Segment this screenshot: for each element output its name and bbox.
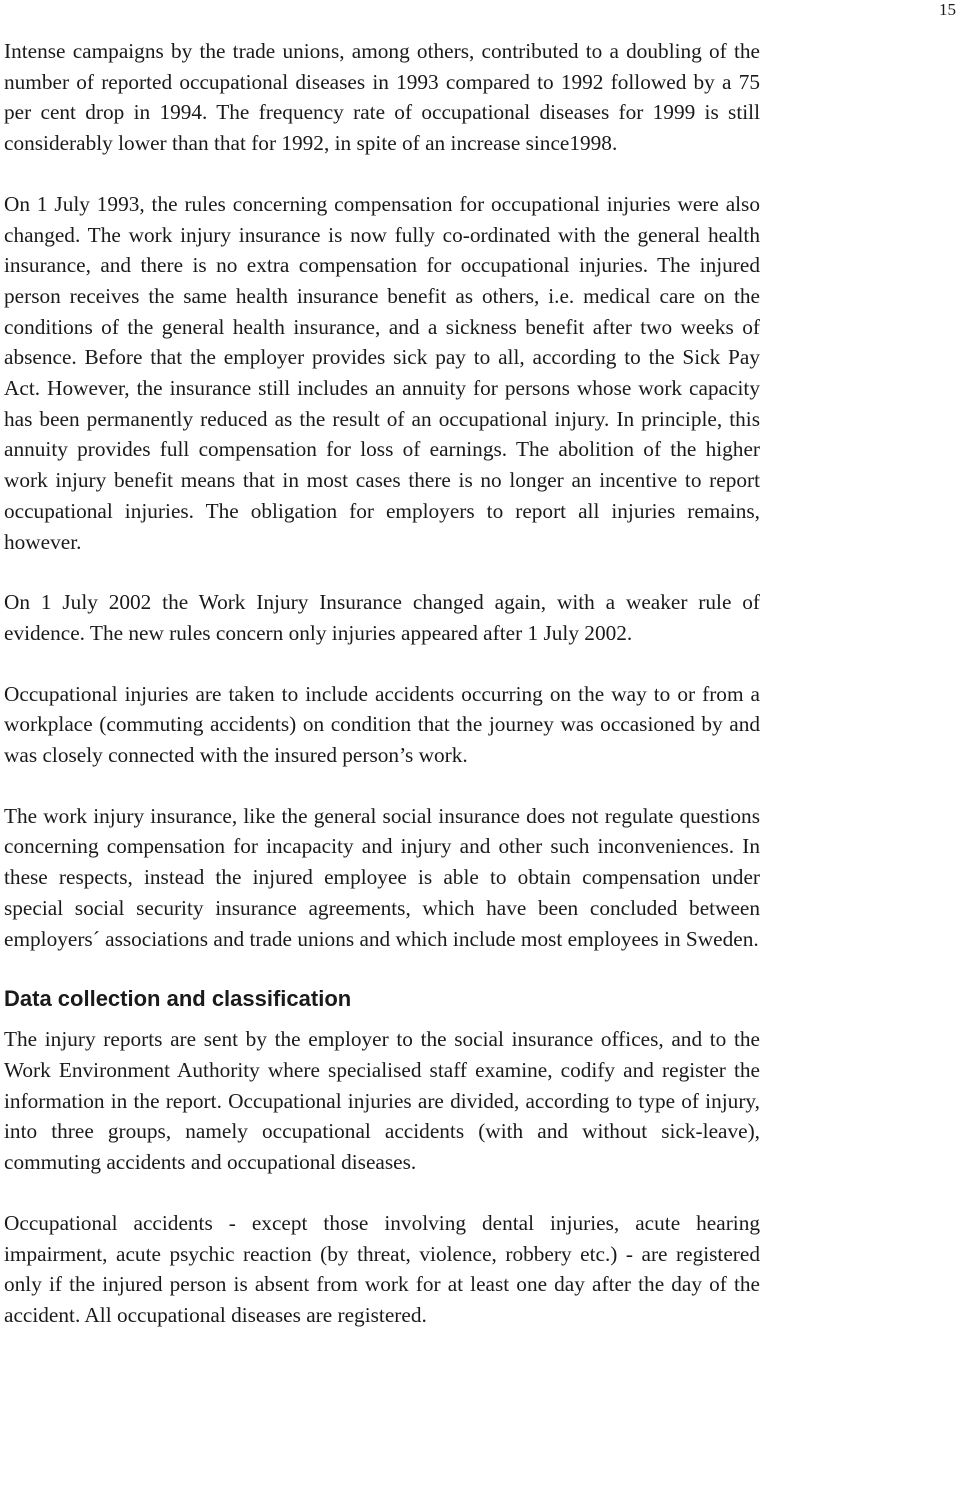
- section-heading-data-collection: Data collection and classification: [4, 986, 352, 1012]
- paragraph-commuting-accidents: Occupational injuries are taken to include accidents occurring on the way to or from a workplace (commuting accidents) on condition that the journey was occasioned by and was closely connected with the insured person’s work.: [4, 681, 760, 768]
- paragraph-1993-rules-change: On 1 July 1993, the rules concerning compensation for occupational injuries were also changed. The work injury insurance is now fully co-ordinated with the general health insurance, and there is no extra compensation for occupational injuries. The injured person receives the same health insurance benefit as others, i.e. medical care on the conditions of the general health insurance, and a sickness benefit after two weeks of absence. Before that the employer provides sick pay to all, according to the Sick Pay Act. However, the insurance still includes an annuity for persons whose work capacity has been permanently reduced as the result of an occupational injury. In principle, this annuity provides full compensation for loss of earnings. The abolition of the higher work injury benefit means that in most cases there is no longer an incentive to report occupational injuries. The obligation for employers to report all injuries remains, however.: [4, 191, 760, 554]
- paragraph-occupational-diseases-trend: Intense campaigns by the trade unions, among others, contributed to a doubling of the number of reported occupational diseases in 1993 compared to 1992 followed by a 75 per cent drop in 1994. The frequency rate of occupational diseases for 1999 is still considerably lower than that for 1992, in spite of an increase since1998.: [4, 39, 760, 156]
- paragraph-compensation-agreements: The work injury insurance, like the general social insurance does not regulate questions concerning compensation for incapacity and injury and other such inconveniences. In these respects, instead the injured employee is able to obtain compensation under special social security insurance agreements, which have been concluded between employers´ associations and trade unions and which include most employees in Sweden.: [4, 803, 760, 951]
- paragraph-registration-criteria: Occupational accidents - except those involving dental injuries, acute hearing impairment, acute psychic reaction (by threat, violence, robbery etc.) - are registered only if the injured person is absent from work for at least one day after the day of the accident. All occupational diseases are registered.: [4, 1210, 760, 1327]
- page-number: 15: [939, 0, 956, 19]
- document-body: [4, 36, 760, 1331]
- paragraph-2002-change: On 1 July 2002 the Work Injury Insurance changed again, with a weaker rule of evidence. The new rules concern only injuries appeared after 1 July 2002.: [4, 590, 760, 645]
- paragraph-injury-reports: The injury reports are sent by the employer to the social insurance offices, and to the Work Environment Authority where specialised staff examine, codify and register the information in the report. Occupational injuries are divided, according to type of injury, into three groups, namely occupational accidents (with and without sick-leave), commuting accidents and occupational diseases.: [4, 1027, 760, 1175]
